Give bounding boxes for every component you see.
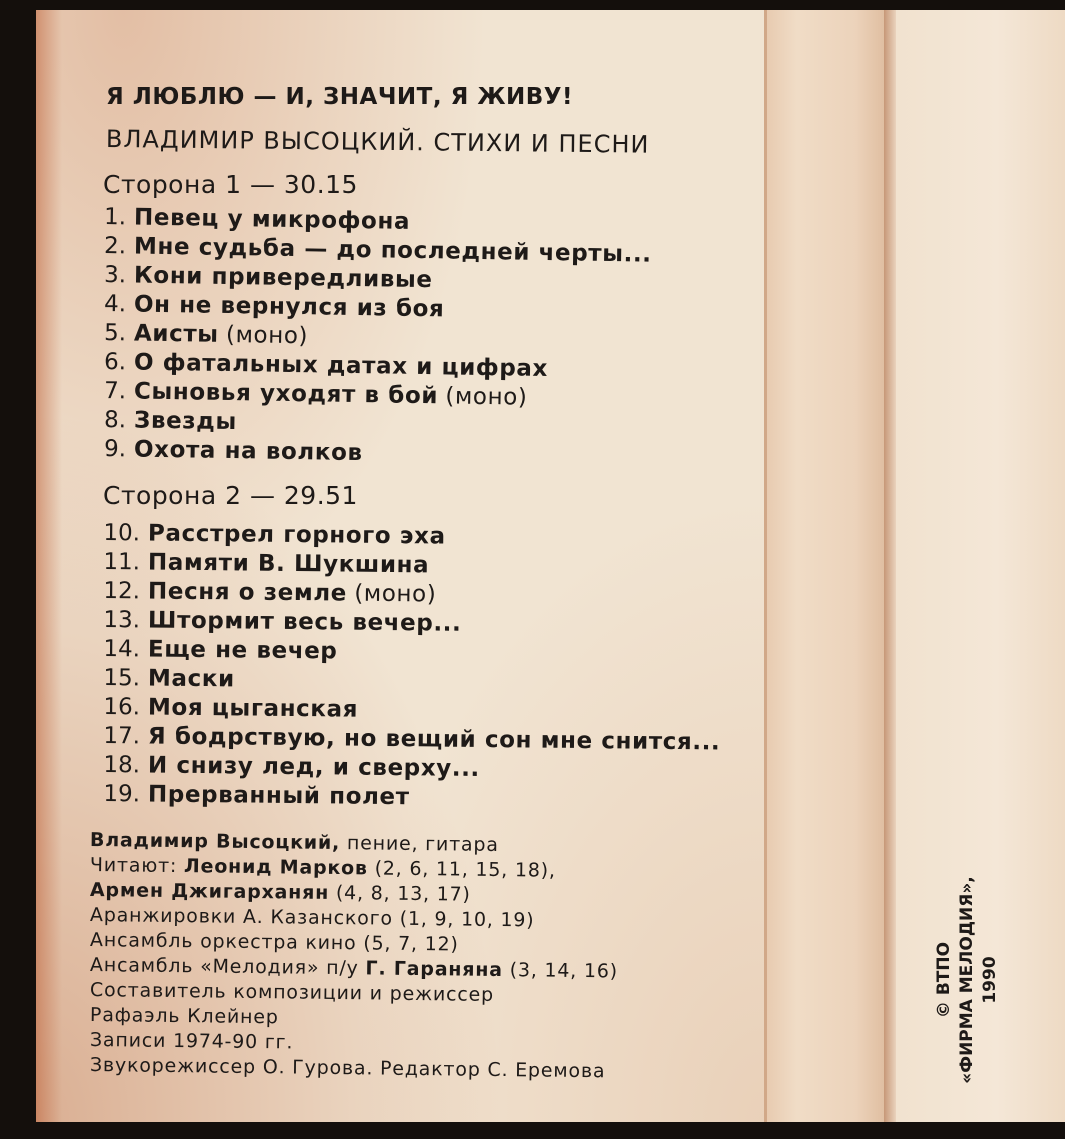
track-number: 15.: [103, 665, 141, 692]
track-number: 19.: [103, 781, 141, 808]
track-title: Памяти В. Шукшина: [147, 549, 430, 579]
album-title: Я ЛЮБЛЮ — И, ЗНАЧИТ, Я ЖИВУ!: [106, 84, 573, 110]
track-number: 16.: [103, 694, 141, 721]
track-number: 9.: [103, 436, 127, 463]
track-title: Аисты: [133, 320, 219, 348]
track-number: 5.: [103, 320, 127, 347]
side-1-tracklist: [102, 203, 652, 467]
credit-recordings: Записи 1974-90 гг.: [89, 1029, 294, 1054]
track-number: 2.: [103, 233, 127, 260]
track-title: Кони привередливые: [133, 262, 433, 294]
track-title: И снизу лед, и сверху...: [147, 752, 480, 782]
track-number: 8.: [103, 407, 127, 434]
track-number: 12.: [103, 578, 141, 605]
album-subtitle: ВЛАДИМИР ВЫСОЦКИЙ. СТИХИ И ПЕСНИ: [105, 125, 650, 159]
ensemble-label: Ансамбль «Мелодия» п/у: [89, 954, 366, 980]
publisher-imprint: [933, 870, 1023, 1090]
imprint-line: © ВТПО: [934, 941, 954, 1019]
side-2-heading: Сторона 2 — 29.51: [103, 481, 358, 510]
track-number: 7.: [103, 378, 127, 405]
track-number: 17.: [103, 723, 141, 750]
performer-name: Владимир Высоцкий,: [89, 829, 341, 855]
imprint-line: 1990: [980, 956, 1000, 1004]
track-note: (моно): [445, 383, 528, 411]
track-title: Певец у микрофона: [133, 204, 411, 235]
track-title: Сыновья уходят в бой: [133, 378, 439, 410]
track-title: Расстрел горного эха: [147, 520, 446, 550]
credit-arrangements: Аранжировки А. Казанского (1, 9, 10, 19): [89, 904, 535, 932]
track-title: Охота на волков: [133, 436, 363, 467]
track-title: Песня о земле: [147, 578, 348, 607]
track-title: О фатальных датах и цифрах: [133, 349, 549, 383]
track-title: Моя цыганская: [147, 694, 359, 723]
track-number: 18.: [103, 752, 141, 779]
track-number: 13.: [103, 607, 141, 634]
reader-tracks: (2, 6, 11, 15, 18),: [367, 857, 556, 882]
performer-role: пение, гитара: [339, 832, 499, 856]
track-title: Звезды: [133, 407, 238, 436]
credit-orchestra: Ансамбль оркестра кино (5, 7, 12): [89, 929, 459, 956]
credit-compiler-name: Рафаэль Клейнер: [89, 1004, 279, 1029]
track-title: Он не вернулся из боя: [133, 291, 445, 323]
track-number: 11.: [103, 549, 141, 576]
track-title: Маски: [147, 665, 235, 693]
readers-label: Читают:: [89, 854, 185, 878]
track-number: 6.: [103, 349, 127, 376]
side-1-heading: Сторона 1 — 30.15: [103, 170, 358, 199]
credit-compiler-label: Составитель композиции и режиссер: [89, 979, 495, 1006]
credits-block: [89, 828, 619, 1083]
reader-name: Леонид Марков: [183, 855, 368, 880]
credit-engineer-editor: Звукорежиссер О. Гурова. Редактор С. Еремова: [89, 1054, 606, 1083]
track-number: 14.: [103, 636, 141, 663]
track-title: Мне судьба — до последней черты...: [133, 233, 652, 268]
track-title: Штормит весь вечер...: [147, 607, 462, 637]
reader-name: Армен Джигарханян: [89, 879, 330, 904]
conductor-name: Г. Гараняна: [365, 957, 504, 982]
publisher-imprint-text: [933, 870, 1002, 1090]
track-number: 3.: [103, 262, 127, 289]
imprint-line: «ФИРМА МЕЛОДИЯ»,: [957, 876, 977, 1084]
side-2-tracklist: [102, 519, 720, 809]
reader-tracks: (4, 8, 13, 17): [328, 881, 471, 906]
track-note: (моно): [354, 580, 437, 608]
track-item: [102, 780, 721, 815]
ensemble-tracks: (3, 14, 16): [502, 959, 619, 983]
track-number: 1.: [103, 204, 127, 231]
track-note: (моно): [225, 321, 309, 350]
track-title: Прерванный полет: [147, 781, 410, 811]
track-number: 10.: [103, 520, 141, 547]
track-title: Я бодрствую, но вещий сон мне снится...: [147, 723, 721, 756]
track-title: Еще не вечер: [147, 636, 338, 665]
track-number: 4.: [103, 291, 127, 318]
